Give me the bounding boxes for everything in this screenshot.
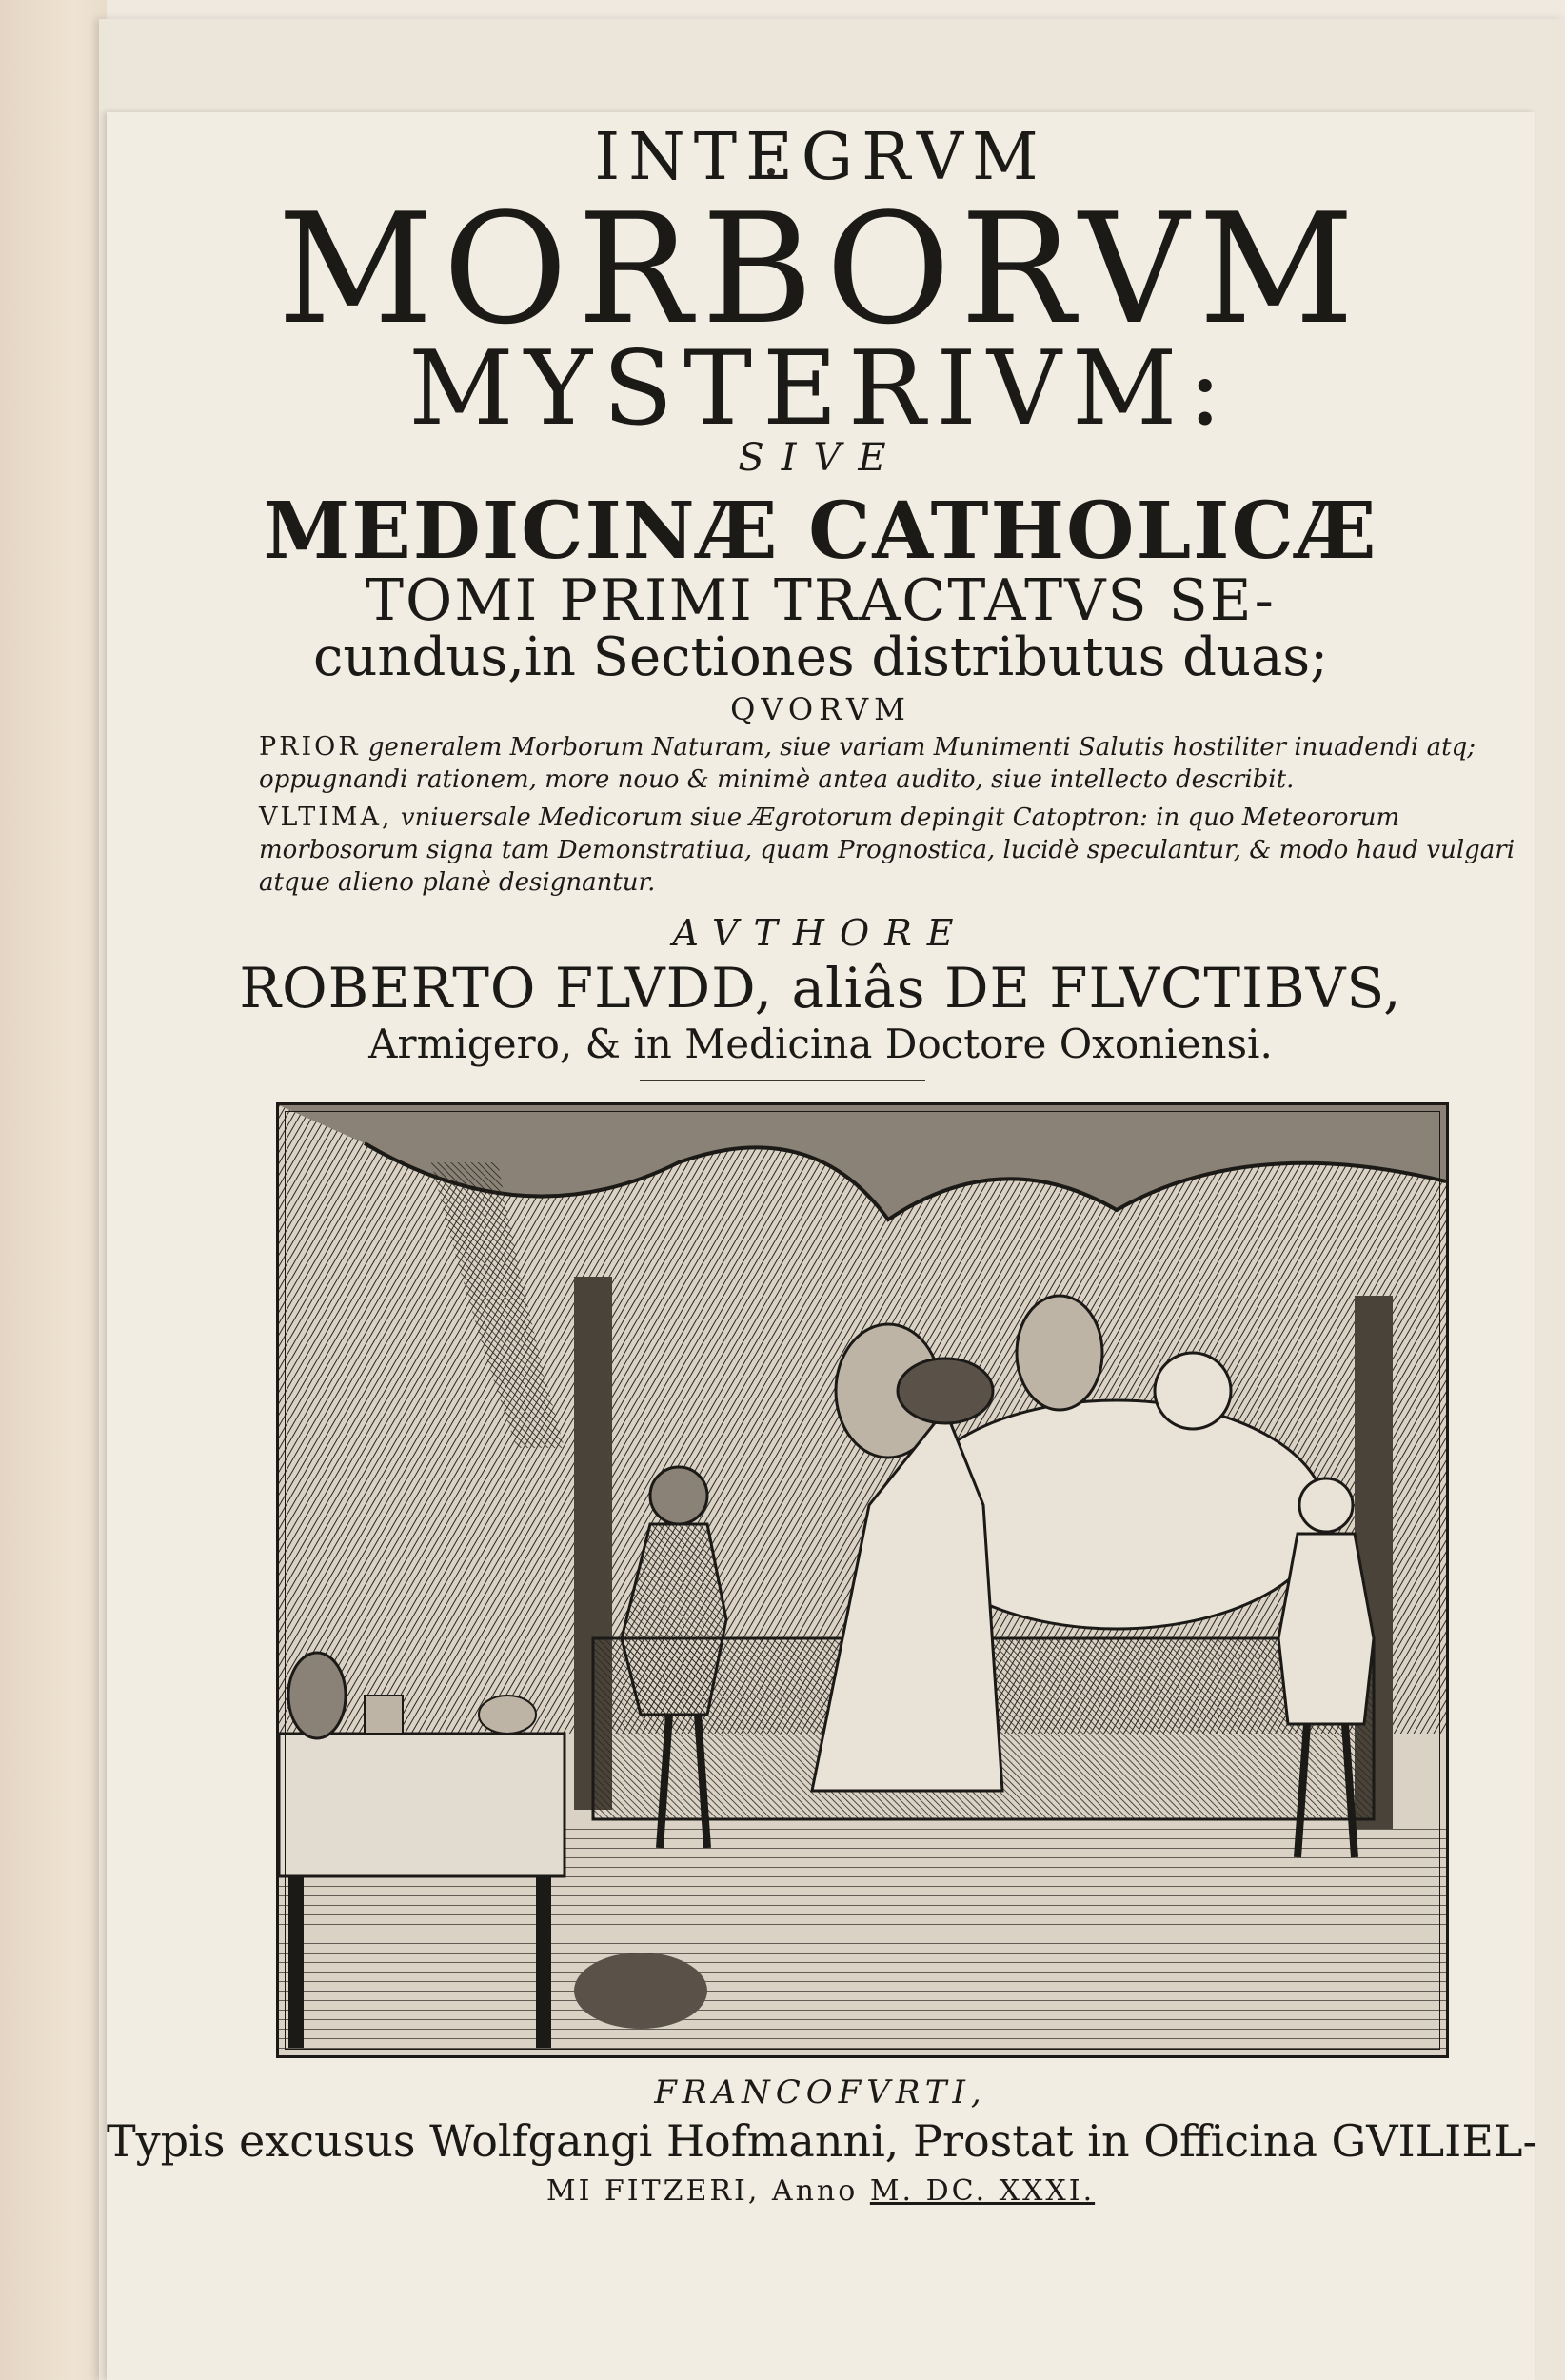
author-title: Armigero, & in Medicina Doctore Oxoniensi. <box>368 1021 1273 1067</box>
imprint-city: FRANCOFVRTI, <box>654 2073 987 2112</box>
ultima-paragraph <box>259 802 1535 899</box>
ornament-rule <box>640 1080 925 1081</box>
imprint-year: M. DC. XXXI. <box>869 2174 1096 2208</box>
subtitle-line-3: cundus,in Sectiones distributus duas; <box>312 626 1329 688</box>
sickbed-scene-engraving <box>279 1105 1446 2055</box>
author-label: AVTHORE <box>672 912 969 954</box>
prior-text: generalem Morborum Naturam, siue variam Munimenti Salutis hostiliter inuadendi atq; oppugnandi rationem, more nouo & minimè antea audito, siue intellecto describit. <box>259 733 1476 794</box>
book-gutter <box>0 0 107 2380</box>
imprint-printer: Typis excusus Wolfgangi Hofmanni, Prostat in Officina GVILIEL- <box>107 2115 1538 2167</box>
title-line-2: MORBORVM <box>277 180 1364 358</box>
title-sive: SIVE <box>738 436 903 480</box>
prior-paragraph <box>259 731 1535 796</box>
subtitle-line-2: TOMI PRIMI TRACTATVS SE- <box>366 567 1276 634</box>
title-page <box>107 112 1538 2380</box>
subtitle-line-1: MEDICINÆ CATHOLICÆ <box>263 486 1378 577</box>
title-line-1: INTEGRVM <box>594 120 1047 195</box>
imprint-publisher: MI FITZERI, Anno <box>545 2174 870 2208</box>
ultima-text: vniuersale Medicorum siue Ægrotorum depingit Catoptron: in quo Meteororum morbosorum signa tam Demonstratiua, quam Prognostica, lucidè speculantur, & modo haud vulgari atque alieno planè designantur. <box>259 803 1515 897</box>
author-name: ROBERTO FLVDD, aliâs DE FLVCTIBVS, <box>239 956 1402 1021</box>
ultima-lead: VLTIMA, <box>259 803 393 832</box>
title-line-3: MYSTERIVM: <box>408 329 1233 448</box>
quorum-heading: QVORVM <box>730 691 911 727</box>
prior-lead: PRIOR <box>259 732 361 762</box>
engraving-illustration <box>276 1102 1449 2058</box>
imprint-line-2 <box>107 2174 1535 2208</box>
